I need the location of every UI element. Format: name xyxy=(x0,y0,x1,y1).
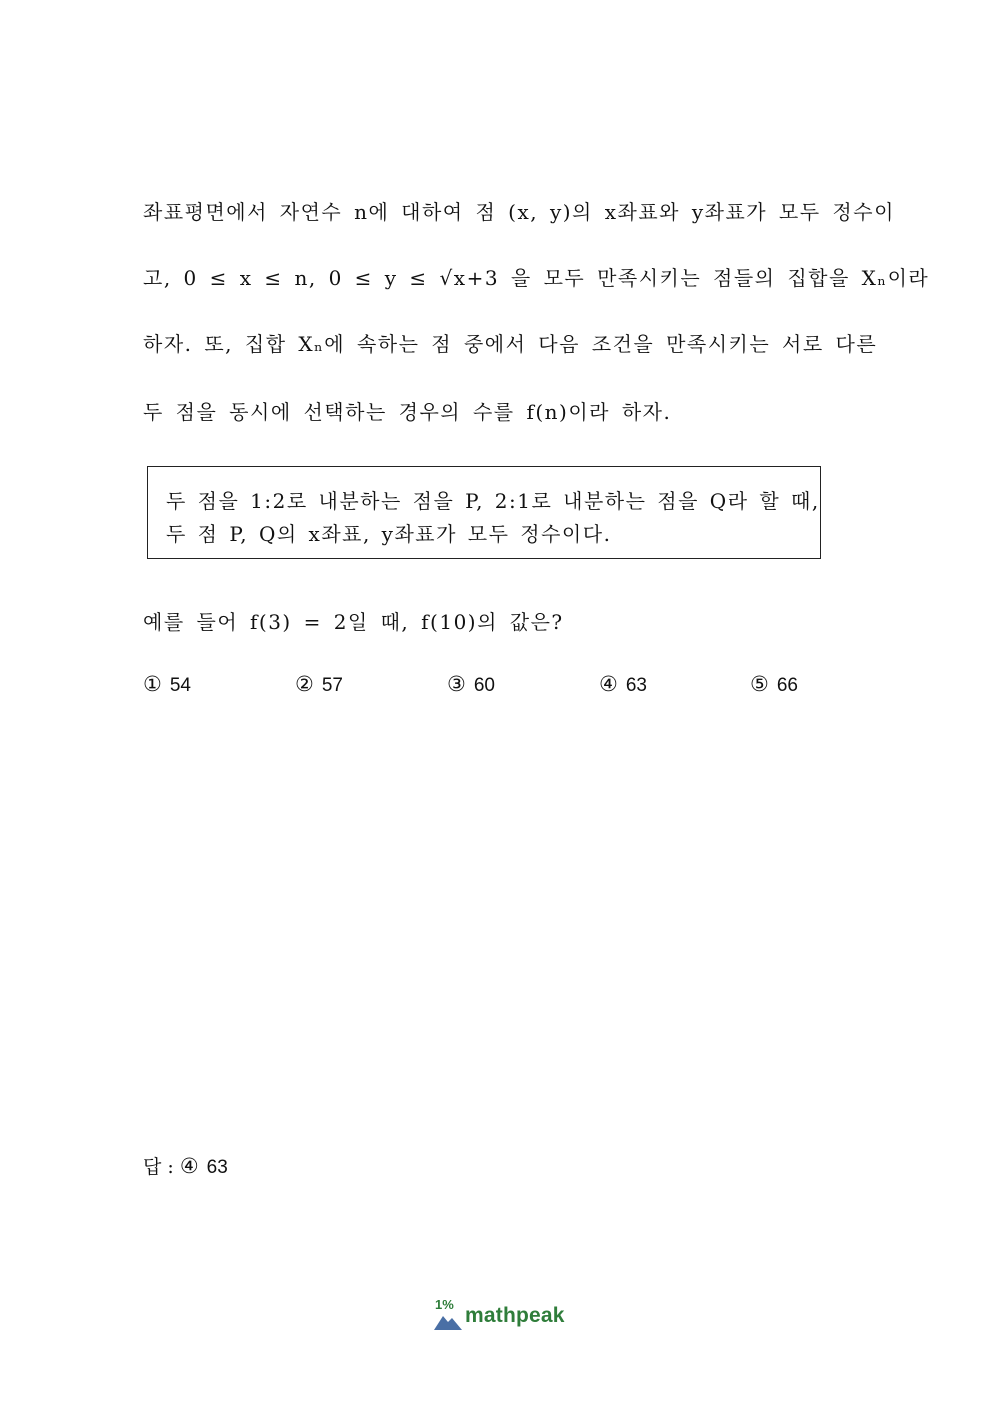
choice-3-mark: ③ xyxy=(447,672,466,696)
choice-1-mark: ① xyxy=(143,672,162,696)
logo-percent: 1% xyxy=(435,1297,454,1312)
problem-line-1: 좌표평면에서 자연수 n에 대하여 점 (x, y)의 x좌표와 y좌표가 모두 정수이 xyxy=(143,200,895,224)
problem-line-4: 두 점을 동시에 선택하는 경우의 수를 f(n)이라 하자. xyxy=(143,400,672,424)
choice-5-mark: ⑤ xyxy=(750,672,769,696)
mathpeak-logo xyxy=(434,1297,574,1337)
choice-3[interactable] xyxy=(447,672,495,697)
problem-line-3: 하자. 또, 집합 Xₙ에 속하는 점 중에서 다음 조건을 만족시키는 서로 다른 xyxy=(143,332,878,356)
answer-value: 63 xyxy=(206,1157,228,1178)
condition-line-1: 두 점을 1:2로 내분하는 점을 P, 2:1로 내분하는 점을 Q라 할 때, xyxy=(166,489,820,513)
choice-3-value: 60 xyxy=(473,675,495,696)
answer-mark: ④ xyxy=(179,1154,199,1178)
condition-line-2: 두 점 P, Q의 x좌표, y좌표가 모두 정수이다. xyxy=(166,522,612,546)
choice-2[interactable] xyxy=(295,672,343,697)
problem-line-2: 고, 0 ≤ x ≤ n, 0 ≤ y ≤ √x+3 을 모두 만족시키는 점들의 집합을 Xₙ이라 xyxy=(143,266,930,290)
condition-box xyxy=(147,466,821,559)
choice-1[interactable] xyxy=(143,672,191,697)
question-text: 예를 들어 f(3) = 2일 때, f(10)의 값은? xyxy=(143,610,564,634)
answer-label: 답 : xyxy=(143,1156,174,1178)
choice-2-mark: ② xyxy=(295,672,314,696)
answer-choices xyxy=(143,672,843,700)
choice-4[interactable] xyxy=(599,672,647,697)
mountain-icon xyxy=(434,1311,464,1331)
answer-line xyxy=(143,1152,228,1179)
choice-4-value: 63 xyxy=(625,675,647,696)
logo-name: mathpeak xyxy=(465,1304,565,1327)
choice-4-mark: ④ xyxy=(599,672,618,696)
choice-1-value: 54 xyxy=(169,675,191,696)
choice-5[interactable] xyxy=(750,672,798,697)
choice-5-value: 66 xyxy=(776,675,798,696)
choice-2-value: 57 xyxy=(321,675,343,696)
